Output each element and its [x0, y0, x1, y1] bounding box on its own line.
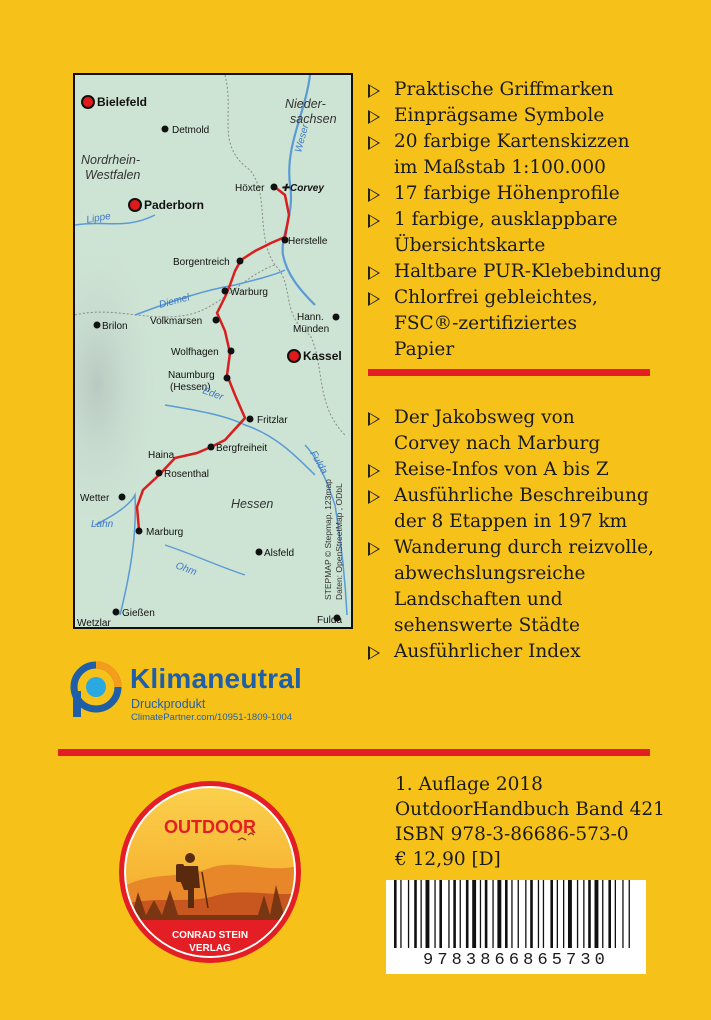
label-hessen: Hessen	[231, 497, 274, 511]
label-corvey-cross: ✚	[281, 183, 290, 194]
label-marburg: Marburg	[146, 527, 184, 538]
isbn-text: ISBN 978-3-86686-573-0	[395, 824, 629, 845]
label-river-fulda: Fulda	[307, 449, 330, 477]
badge-outdoor-text: OUTDOOR	[164, 817, 256, 837]
label-niedersachsen-1: Nieder-	[285, 97, 326, 111]
naumburg-marker	[224, 375, 231, 382]
badge-publisher-line2: VERLAG	[189, 943, 231, 954]
map-credit-1: STEPMAP © Stepmap, 123map	[323, 479, 333, 600]
feature-item: 17 farbige Höhenprofile	[368, 181, 668, 207]
feature-item: Praktische Griffmarken	[368, 77, 668, 103]
feature-item: 20 farbige Kartenskizzen im Maßstab 1:100.000	[368, 129, 634, 181]
label-river-diemel: Diemel	[157, 292, 191, 311]
label-herstelle: Herstelle	[288, 236, 328, 247]
barcode-digits: 9783866865730	[386, 948, 646, 974]
label-niedersachsen-2: sachsen	[290, 112, 337, 126]
label-river-eder: Eder	[200, 385, 225, 404]
feature-item: Ausführliche Beschreibung der 8 Etappen in 197 km	[368, 483, 679, 535]
alsfeld-marker	[256, 549, 263, 556]
feature-item: 1 farbige, ausklappbare Übersichtskarte	[368, 207, 644, 259]
triangle-bullet-icon	[368, 292, 380, 306]
label-haina: Haina	[148, 450, 175, 461]
label-kassel: Kassel	[303, 349, 342, 363]
volkmarsen-marker	[213, 317, 220, 324]
label-river-weser: Weser	[293, 123, 312, 154]
triangle-bullet-icon	[368, 646, 380, 660]
label-fulda: Fulda	[317, 615, 343, 626]
label-fritzlar: Fritzlar	[257, 415, 288, 426]
features-bottom-list	[368, 405, 658, 665]
bergfreiheit-marker	[208, 444, 215, 451]
bielefeld-marker	[82, 96, 94, 108]
feature-item: Haltbare PUR-Klebebindung	[368, 259, 668, 285]
outdoor-publisher-badge	[118, 780, 302, 964]
warburg-marker	[222, 288, 229, 295]
triangle-bullet-icon	[368, 490, 380, 504]
label-naumburg-sub: (Hessen)	[170, 382, 211, 393]
triangle-bullet-icon	[368, 110, 380, 124]
label-borgentreich: Borgentreich	[173, 257, 230, 268]
marburg-marker	[136, 528, 143, 535]
label-nrw-2: Westfalen	[85, 168, 141, 182]
label-hoexter: Höxter	[235, 183, 265, 194]
route-map	[73, 73, 353, 629]
klimaneutral-title: Klimaneutral	[130, 663, 302, 694]
detmold-marker	[162, 126, 169, 133]
label-paderborn: Paderborn	[144, 198, 205, 212]
label-muenden: Münden	[293, 324, 330, 335]
triangle-bullet-icon	[368, 412, 380, 426]
wetter-marker	[119, 494, 126, 501]
label-bielefeld: Bielefeld	[97, 95, 148, 109]
label-wetter: Wetter	[80, 493, 110, 504]
climate-partner-logo-icon	[70, 661, 122, 719]
features-top-list	[368, 77, 668, 363]
divider-red-top	[368, 369, 650, 376]
label-alsfeld: Alsfeld	[264, 548, 295, 559]
label-nrw-1: Nordrhein-	[81, 153, 141, 167]
klimaneutral-subtitle: Druckprodukt	[131, 697, 206, 711]
wolfhagen-marker	[228, 348, 235, 355]
paderborn-marker	[129, 199, 141, 211]
label-corvey: Corvey	[290, 183, 324, 194]
label-river-lahn: Lahn	[91, 519, 114, 530]
hoexter-marker	[271, 184, 278, 191]
feature-item: Chlorfrei gebleichtes, FSC®-zertifiziertes Papier	[368, 285, 634, 363]
label-brilon: Brilon	[102, 321, 128, 332]
label-naumburg: Naumburg	[168, 370, 215, 381]
triangle-bullet-icon	[368, 214, 380, 228]
label-warburg: Warburg	[230, 287, 268, 298]
label-bergfreiheit: Bergfreiheit	[216, 443, 268, 454]
rosenthal-marker	[156, 470, 163, 477]
brilon-marker	[94, 322, 101, 329]
edition-text: 1. Auflage 2018	[395, 774, 543, 795]
fritzlar-marker	[247, 416, 254, 423]
klimaneutral-url: ClimatePartner.com/10951-1809-1004	[131, 712, 293, 723]
feature-item: Der Jakobsweg von Corvey nach Marburg	[368, 405, 634, 457]
label-wolfhagen: Wolfhagen	[171, 347, 219, 358]
label-giessen: Gießen	[122, 608, 155, 619]
feature-item: Ausführlicher Index	[368, 639, 658, 665]
badge-publisher-line1: CONRAD STEIN	[171, 930, 249, 941]
feature-item: Wanderung durch reizvolle, abwechslungsreiche Landschaften und sehenswerte Städte	[368, 535, 654, 639]
label-hann: Hann.	[297, 312, 324, 323]
kassel-marker	[288, 350, 300, 362]
label-river-lippe: Lippe	[85, 210, 112, 226]
price-text: € 12,90 [D]	[395, 849, 501, 870]
map-credit-2: Daten: OpenStreetMap , ODbL	[334, 483, 344, 600]
label-rosenthal: Rosenthal	[164, 469, 210, 480]
triangle-bullet-icon	[368, 188, 380, 202]
label-wetzlar: Wetzlar	[77, 618, 111, 627]
feature-item: Reise-Infos von A bis Z	[368, 457, 658, 483]
triangle-bullet-icon	[368, 464, 380, 478]
book-info	[395, 772, 665, 872]
feature-item: Einprägsame Symbole	[368, 103, 668, 129]
triangle-bullet-icon	[368, 266, 380, 280]
triangle-bullet-icon	[368, 84, 380, 98]
label-volkmarsen: Volkmarsen	[150, 316, 203, 327]
borgentreich-marker	[237, 258, 244, 265]
triangle-bullet-icon	[368, 136, 380, 150]
series-text: OutdoorHandbuch Band 421	[395, 799, 665, 820]
divider-red-bottom	[58, 749, 650, 756]
triangle-bullet-icon	[368, 542, 380, 556]
giessen-marker	[113, 609, 120, 616]
label-river-ohm: Ohm	[173, 560, 199, 579]
label-detmold: Detmold	[172, 125, 210, 136]
hann-muenden-marker	[333, 314, 340, 321]
